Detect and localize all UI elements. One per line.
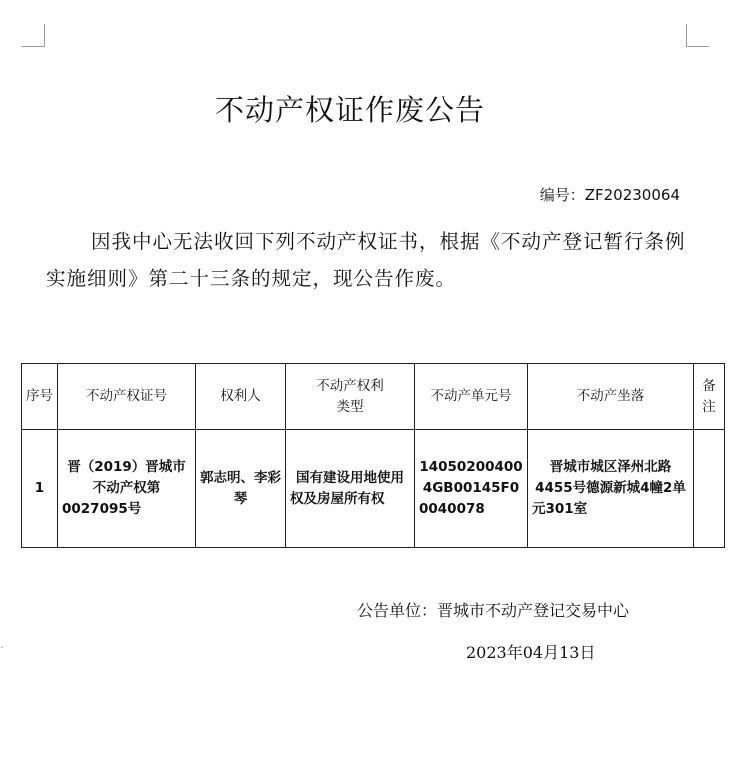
voided-certificates-table <box>21 363 725 548</box>
cell-location: 晋城市城区泽州北路4455号德源新城4幢2单元301室 <box>528 430 694 548</box>
header-cert-no: 不动产权证号 <box>58 364 196 430</box>
cell-cert-no: 晋（2019）晋城市不动产权第0027095号 <box>58 430 196 548</box>
table-row <box>22 430 725 548</box>
cell-holder: 郭志明、李彩琴 <box>196 430 286 548</box>
header-remark: 备注 <box>694 364 725 430</box>
header-seq: 序号 <box>22 364 58 430</box>
cell-seq: 1 <box>22 430 58 548</box>
issue-date: 2023年04月13日 <box>466 643 596 662</box>
margin-marker: ˇ <box>0 646 4 655</box>
header-holder: 权利人 <box>196 364 286 430</box>
header-right-type: 不动产权利类型 <box>286 364 415 430</box>
page-corner-mark-top-right <box>686 24 709 47</box>
header-unit-no: 不动产单元号 <box>415 364 528 430</box>
issuing-unit: 公告单位：晋城市不动产登记交易中心 <box>357 601 630 620</box>
notice-body: 因我中心无法收回下列不动产权证书，根据《不动产登记暂行条例实施细则》第二十三条的规定，现公告作废。 <box>46 230 686 290</box>
cell-remark <box>694 430 725 548</box>
header-location: 不动产坐落 <box>528 364 694 430</box>
cell-unit-no: 140502004004GB00145F00040078 <box>415 430 528 548</box>
document-number: 编号：ZF20230064 <box>539 186 680 204</box>
page-corner-mark-top-left <box>22 24 45 47</box>
notice-title: 不动产权证作废公告 <box>214 93 485 127</box>
table-header-row <box>22 364 725 430</box>
cell-right-type: 国有建设用地使用权及房屋所有权 <box>286 430 415 548</box>
